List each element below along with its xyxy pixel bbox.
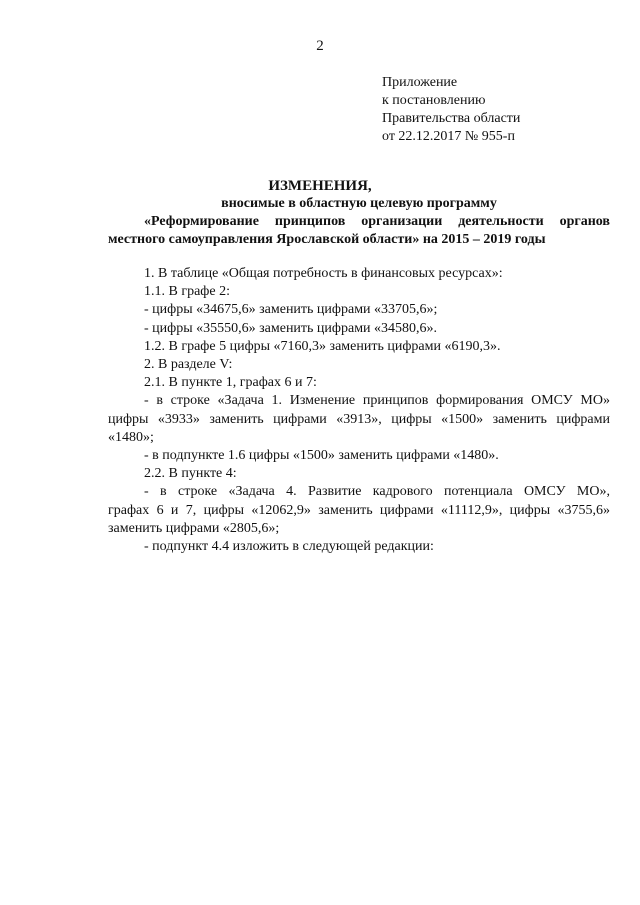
paragraph: - цифры «34675,6» заменить цифрами «33705,6»;: [144, 302, 438, 318]
paragraph: 1.1. В графе 2:: [144, 284, 230, 300]
appendix-line: Приложение: [382, 75, 458, 90]
appendix-block: [382, 74, 520, 146]
paragraph: 2.1. В пункте 1, графах 6 и 7:: [144, 375, 317, 391]
paragraph-line: «1480»;: [108, 429, 154, 445]
document-body: [108, 265, 610, 556]
program-name-line: местного самоуправления Ярославской области» на 2015 – 2019 годы: [108, 232, 546, 247]
program-name-line: «Реформирование принципов организации деятельности органов: [144, 214, 610, 229]
page-number: 2: [316, 38, 324, 54]
paragraph: - цифры «35550,6» заменить цифрами «34580,6».: [144, 320, 438, 336]
paragraph: 2. В разделе V:: [144, 357, 233, 373]
paragraph: - в подпункте 1.6 цифры «1500» заменить цифрами «1480».: [144, 448, 499, 464]
appendix-date-line: от 22.12.2017 № 955-п: [382, 129, 515, 144]
paragraph-line: - в строке «Задача 1. Изменение принципов формирования ОМСУ МО»: [144, 393, 610, 409]
paragraph: - подпункт 4.4 изложить в следующей редакции:: [144, 539, 434, 555]
paragraph: 2.2. В пункте 4:: [144, 466, 237, 482]
paragraph-line: заменить цифрами «2805,6»;: [108, 520, 280, 536]
document-subtitle: вносимые в областную целевую программу: [221, 196, 497, 211]
paragraph-line: графах 6 и 7, цифры «12062,9» заменить цифрами «11112,9», цифры «3755,6»: [108, 502, 610, 518]
paragraph: 1. В таблице «Общая потребность в финансовых ресурсах»:: [144, 266, 503, 281]
paragraph-line: цифры «3933» заменить цифрами «3913», цифры «1500» заменить цифрами: [108, 411, 610, 427]
document-subtitle-block: [108, 195, 610, 249]
appendix-line: Правительства области: [382, 111, 521, 126]
paragraph: 1.2. В графе 5 цифры «7160,3» заменить цифрами «6190,3».: [144, 338, 501, 354]
document-title: ИЗМЕНЕНИЯ,: [268, 178, 372, 194]
paragraph-line: - в строке «Задача 4. Развитие кадрового потенциала ОМСУ МО»,: [144, 484, 610, 500]
appendix-line: к постановлению: [382, 93, 486, 108]
